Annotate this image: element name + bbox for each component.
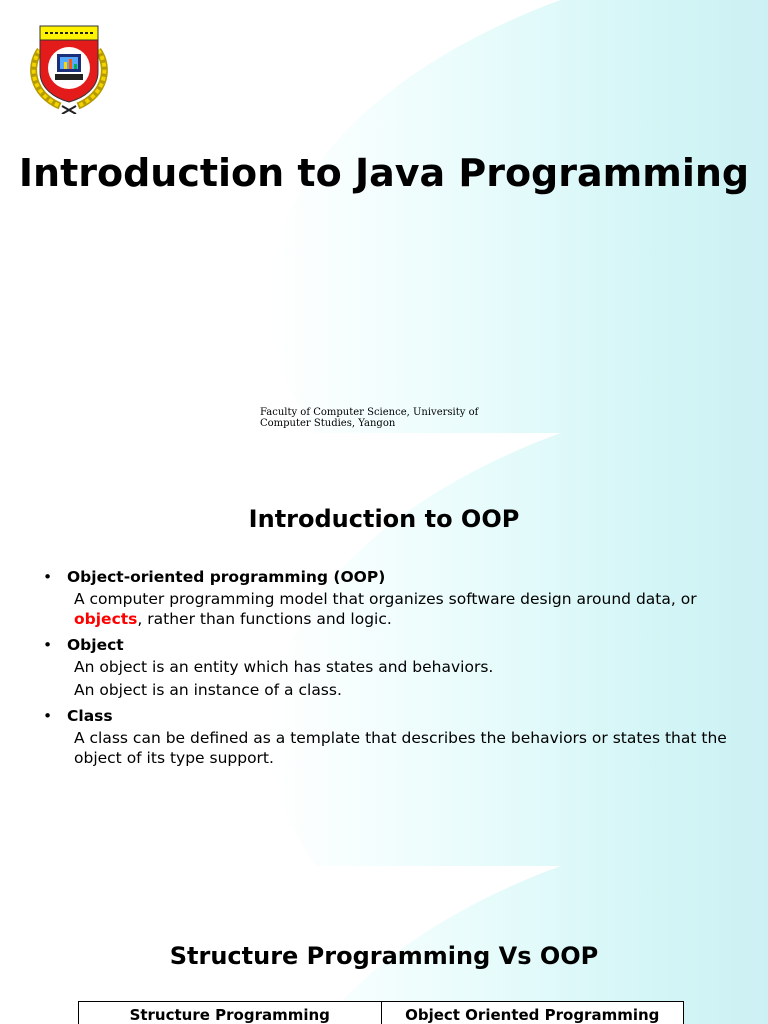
slide-background bbox=[270, 0, 768, 433]
bullet-icon: • bbox=[43, 568, 53, 586]
list-item bbox=[42, 635, 732, 700]
slide-title: Introduction to OOP bbox=[248, 505, 520, 533]
header-object-oriented-programming: Object Oriented Programming bbox=[381, 1002, 684, 1024]
highlight-objects: objects bbox=[74, 609, 138, 628]
term-description: A computer programming model that organizes software design around data, or objects, rather than functions and logic. bbox=[74, 590, 697, 628]
slide-title: Structure Programming Vs OOP bbox=[169, 942, 599, 970]
list-item bbox=[42, 567, 732, 629]
comparison-table bbox=[78, 1001, 684, 1024]
term-description: An object is an instance of a class. bbox=[74, 680, 342, 699]
faculty-footer: Faculty of Computer Science, University of Computer Studies, Yangon bbox=[260, 407, 479, 429]
bullet-icon: • bbox=[43, 636, 53, 654]
slide-intro-oop bbox=[0, 433, 768, 866]
header-structure-programming: Structure Programming bbox=[79, 1002, 382, 1024]
list-item bbox=[42, 706, 732, 768]
university-logo bbox=[26, 22, 112, 114]
term-description: An object is an entity which has states and behaviors. bbox=[74, 658, 494, 676]
table-header-row bbox=[79, 1002, 684, 1024]
term-oop: Object-oriented programming (OOP) bbox=[67, 568, 386, 586]
bullet-icon: • bbox=[43, 707, 53, 725]
slide-title bbox=[0, 0, 768, 433]
term-class: Class bbox=[67, 707, 113, 725]
term-object: Object bbox=[67, 636, 124, 654]
term-description: A class can be defined as a template that describes the behaviors or states that the object of its type support. bbox=[74, 729, 727, 767]
presentation-title: Introduction to Java Programming bbox=[18, 151, 750, 195]
slide-structure-vs-oop bbox=[0, 866, 768, 1024]
bullet-list bbox=[42, 567, 732, 774]
